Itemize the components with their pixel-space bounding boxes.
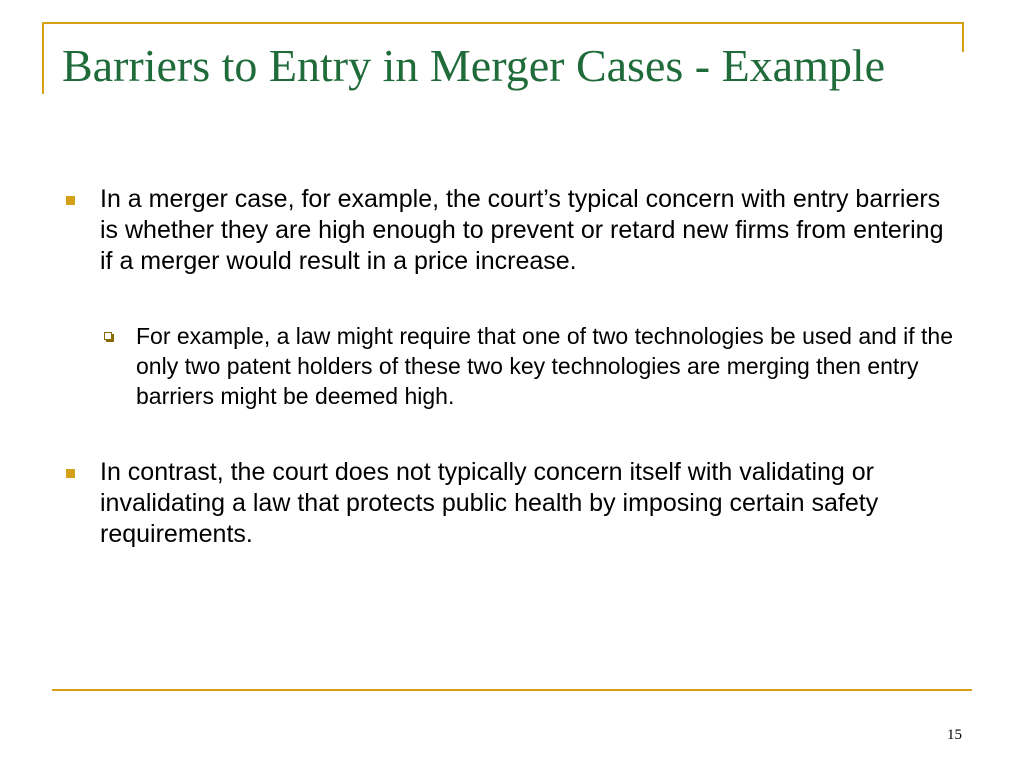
page-number: 15 (947, 727, 962, 743)
sub-bullet-item (98, 321, 962, 411)
slide-title: Barriers to Entry in Merger Cases - Example (62, 40, 886, 91)
hollow-square-bullet-icon (104, 332, 112, 340)
bullet-text: In contrast, the court does not typically concern itself with validating or invalidating a law that protects public health by imposing certain safety requirements. (100, 458, 879, 548)
filled-square-bullet-icon (66, 469, 75, 478)
frame-top-rule (42, 22, 964, 24)
filled-square-bullet-icon (66, 196, 75, 205)
bullet-item (62, 457, 962, 550)
frame-left-rule (42, 22, 44, 94)
frame-right-rule (962, 22, 964, 52)
frame-bottom-rule (52, 689, 972, 691)
bullet-item (62, 184, 962, 277)
slide-body (62, 184, 962, 550)
sub-bullet-text: For example, a law might require that one of two technologies be used and if the only two patent holders of these two key technologies are merging then entry barriers might be deemed high. (136, 323, 953, 409)
bullet-text: In a merger case, for example, the court’s typical concern with entry barriers is whether they are high enough to prevent or retard new firms from entering if a merger would result in a price increase. (100, 185, 944, 275)
